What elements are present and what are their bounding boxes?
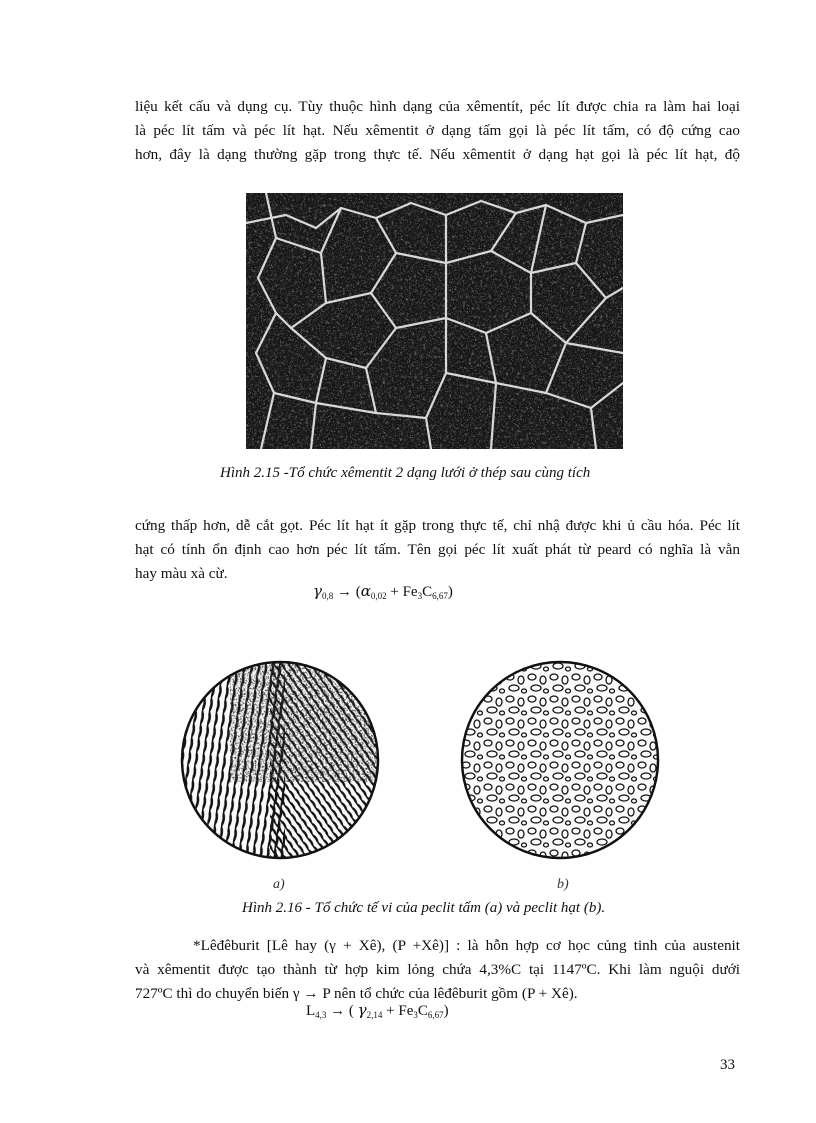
arrow-icon: → <box>330 1003 346 1019</box>
paragraph-2-line-1: cứng thấp hơn, dễ cắt gọt. Péc lít hạt ít gặp trong thực tế, chỉ nhậ được khi ủ cầu hóa. Péc lít <box>135 517 740 534</box>
paragraph-1 <box>135 95 740 167</box>
paragraph-3-line-2: và xêmentit được tạo thành từ hợp kim lỏng chứa 4,3%C tại 1147ºC. Khi làm nguội dưới <box>135 961 740 978</box>
pearlite-circles-image <box>175 650 685 895</box>
paragraph-2-line-2: hạt có tính ổn định cao hơn péc lít tấm. Tên gọi péc lít xuất phát từ peard có nghĩa là vằn <box>135 541 740 558</box>
paragraph-1-line-2: là péc lít tấm và péc lít hạt. Nếu xêmentit ở dạng tấm gọi là péc lít tấm, có độ cứng cao <box>135 122 740 139</box>
paragraph-2-line-3: hay màu xà cừ. <box>135 565 228 582</box>
figure-2-16-micrographs <box>175 650 685 895</box>
label-b: b) <box>557 877 569 892</box>
cementite-network-image <box>246 193 623 449</box>
arrow-icon: → <box>336 584 352 600</box>
ledeburite-formula: $L_{4,3}$ → ( $\gamma_{2,14} + Fe_3C_{6,67}$) <box>306 1001 449 1020</box>
paragraph-3 <box>135 934 740 1006</box>
paragraph-2 <box>135 514 740 586</box>
pearlite-formula: $\gamma_{0,8} \to (\alpha_{0,02} + Fe_3C_{6,67})$ <box>313 582 453 601</box>
paragraph-3-line-1: *Lêđêburit [Lê hay (γ + Xê), (P +Xê)] : là hỗn hợp cơ học củng tinh của austenit <box>193 937 740 954</box>
figure-2-15-caption: Hình 2.15 -Tổ chức xêmentit 2 dạng lưới ở thép sau cùng tích <box>220 465 591 481</box>
paragraph-3-line-3: 727ºC thì do chuyển biến γ → P nên tổ chức của lêđêburit gồm (P + Xê). <box>135 985 578 1002</box>
page-number: 33 <box>720 1057 735 1073</box>
figure-2-16-caption: Hình 2.16 - Tổ chức tế vi của peclit tấm (a) và peclit hạt (b). <box>242 900 606 916</box>
figure-2-15-micrograph <box>246 193 623 449</box>
label-a: a) <box>273 877 285 892</box>
paragraph-1-line-3: hơn, đây là dạng thường gặp trong thực tế. Nếu xêmentit ở dạng hạt gọi là péc lít hạt, độ <box>135 146 740 163</box>
paragraph-1-line-1: liệu kết cấu và dụng cụ. Tùy thuộc hình dạng của xêmentít, péc lít được chia ra làm hai loại <box>135 98 740 115</box>
